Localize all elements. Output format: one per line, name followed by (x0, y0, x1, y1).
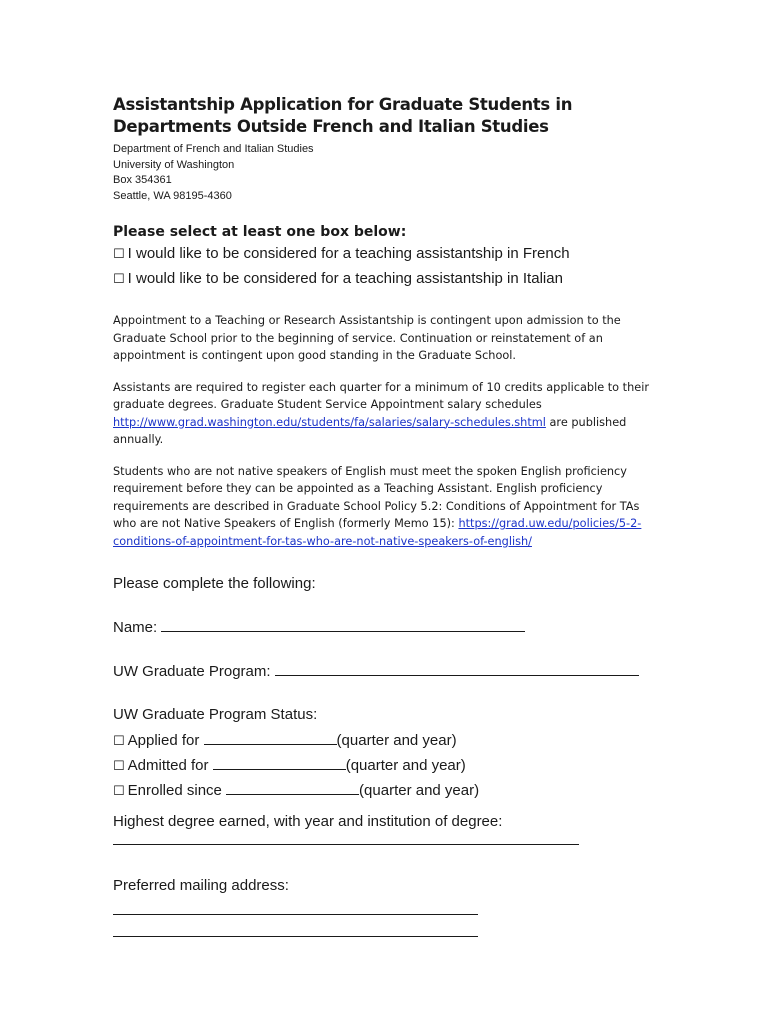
status-admitted[interactable] (113, 754, 658, 779)
degree-blank-line[interactable] (113, 844, 579, 845)
applied-blank-line[interactable] (204, 730, 337, 745)
registration-text: Assistants are required to register each quarter for a minimum of 10 credits applicable to their graduate degrees. Graduate Student Service Appointment salary schedules (113, 380, 650, 411)
title-line-2: Departments Outside French and Italian Studies (113, 117, 549, 136)
option-french-label: I would like to be considered for a teaching assistantship in French (127, 245, 570, 262)
status-label: UW Graduate Program Status: (113, 706, 318, 723)
policy-link[interactable]: https://grad.uw.edu/policies/5-2-conditions-of-appointment-for-tas-who-are-not-native-speakers-of-english/ (113, 517, 642, 548)
status-applied[interactable] (113, 729, 658, 754)
select-heading: Please select at least one box below: (113, 224, 407, 240)
status-admitted-suffix: (quarter and year) (345, 757, 466, 774)
mailing-blank-line-2[interactable] (113, 936, 478, 937)
status-applied-suffix: (quarter and year) (336, 732, 457, 749)
registration-text-end: are published annually. (113, 415, 627, 446)
option-french[interactable] (113, 242, 658, 267)
english-proficiency-text: Students who are not native speakers of English must meet the spoken English proficiency requirement before they can be appointed as a Teaching Assistant. English proficiency requirements are described in Graduate School Policy 5.2: Conditions of Appointment for TAs who are not Native Speakers of English (formerly Memo 15): (113, 464, 640, 530)
address-line-city: Seattle, WA 98195-4360 (113, 189, 232, 202)
option-italian-label: I would like to be considered for a teaching assistantship in Italian (127, 270, 563, 287)
admitted-blank-line[interactable] (213, 755, 346, 770)
checkbox-italian-icon[interactable]: ☐ (113, 272, 125, 287)
registration-paragraph (113, 379, 653, 449)
name-label: Name: (113, 619, 162, 636)
address-line-department: Department of French and Italian Studies (113, 143, 314, 155)
mailing-blank-line-1[interactable] (113, 914, 478, 915)
name-field-row (113, 617, 658, 638)
checkbox-french-icon[interactable]: ☐ (113, 247, 125, 262)
status-admitted-label: Admitted for (127, 757, 213, 774)
checkbox-applied-icon[interactable]: ☐ (113, 734, 125, 749)
mailing-label: Preferred mailing address: (113, 877, 289, 894)
checkbox-enrolled-icon[interactable]: ☐ (113, 784, 125, 799)
address-line-box: Box 354361 (113, 174, 172, 186)
status-enrolled[interactable] (113, 779, 658, 804)
department-address (113, 142, 658, 204)
enrolled-blank-line[interactable] (226, 780, 359, 795)
program-field-row (113, 661, 658, 682)
document-title (113, 94, 658, 138)
checkbox-admitted-icon[interactable]: ☐ (113, 759, 125, 774)
status-applied-label: Applied for (127, 732, 204, 749)
program-blank-line[interactable] (275, 661, 639, 676)
english-proficiency-paragraph (113, 463, 653, 551)
salary-schedules-link[interactable]: http://www.grad.washington.edu/students/fa/salaries/salary-schedules.shtml (113, 415, 546, 429)
status-options (113, 729, 658, 804)
degree-label: Highest degree earned, with year and institution of degree: (113, 813, 503, 830)
status-enrolled-suffix: (quarter and year) (359, 782, 480, 799)
address-line-university: University of Washington (113, 158, 235, 171)
title-line-1: Assistantship Application for Graduate Students in (113, 95, 573, 114)
status-enrolled-label: Enrolled since (127, 782, 227, 799)
appointment-paragraph: Appointment to a Teaching or Research Assistantship is contingent upon admission to the Graduate School prior to the beginning of service. Continuation or reinstatement of an appointment is contingent upon good standing in the Graduate School. (113, 314, 621, 362)
option-italian[interactable] (113, 267, 658, 292)
form-heading: Please complete the following: (113, 575, 316, 592)
application-form (113, 94, 658, 937)
program-label: UW Graduate Program: (113, 663, 275, 680)
name-blank-line[interactable] (161, 617, 525, 632)
